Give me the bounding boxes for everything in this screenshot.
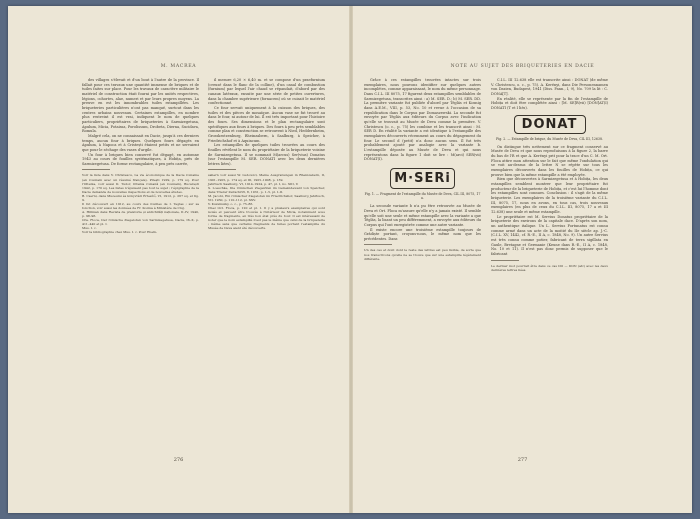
left-running-header: M. MACREA [160,64,197,69]
paragraph: Grâce à ces estampilles trouvées intactes sur trois exemplaires, nous pouvons identifier sur quelques autres incomplètes, comme apparaissant, le nom du même personnage. Dans C.I.L. III 8075, 17 figurent deux estampilles semblables de Sarmizegetusa, transcrites ainsi : a) M. SER. D.; b) M. SER. DD. La première variante fut publiée d'abord par Téglás et Kosnig dans A.E.M., VIII, p. 53, No. 10 et revue à l'occasion de sa republication dans le Corpus par Domaszewski. La seconde fut envoyée par Téglás aux éditeurs du Corpus avec l'indication qu'elle se trouvait au Musée de Deva comme la première. V. Christescu (o. c., p. 75) les combine et les transcrit ainsi : M. SER D. En réalité la variante a est identique à l'estampille des exemplaires découverts récemment au cours du dégagement du four. Le second d (petit) n'a donc aucun sens. Il fut très probablement ajouté par analogie avec la variante b. L'estampille déposée au Musée de Deva et qui nous représentons dans la figure 1 doit se lire : M(arci) SER(vii) DONAT(I). [364,78,481,162]
footnote: Un des ces et dont dont le reste des lettres est peu lisible, de sorte que nos transcrivons qu'elle ne se trouve que sur une estampille légèrement différente. [364,248,481,261]
footnote-rule [82,169,110,170]
left-column-2 [208,78,325,230]
footnote: sahern voir aussi W. Ludowici, Meine Ausgrabungen in Rheinzabern, II, 1901–1905, p. 174 sq. et III, 1905–1908, p. 139. [208,173,325,182]
footnote-rule [208,169,236,170]
footnote: B. Cserni, dans Muzeumi és könyvtári Értesítő, VI, 1912, p. 267 sq. et fig. 9. [82,193,199,202]
paragraph: il mesure 6,20 × 6,40 m. et se compose d'un praefurnium (creusé dans le flanc de la colline), d'un canal de combustion (furnium) par lequel l'air chaud se répandait, d'abord par des canaux latéraux, ensuite par une série de petites ouvertures, dans la chambre supérieure (fornacem) où se cuisait le matériel confectionné. [208,78,325,106]
footnote-rule [364,244,392,245]
paragraph: Il existe encore une troisième estampille toujours de Grădiște portant, croyons-nous, le même nom que les précédentes. Dans [364,227,481,241]
paragraph: des villages s'élevait et d'un bout à l'autre de la province. Il fallait pour ces travaux une quantité immense de briques et de tuiles faites sur place. Pour les travaux de caractère militaire le matériel de construction était fourni par les unités respectives, légions, cohortes, alae, numeri et par leurs propres moyens. La preuve en est les innombrables tuiles estampillées. Les briqueteries particulières n'ont pas manqué, surtout dans les centres urbains nouveaux. Certaines estampilles, en nombre plus restreint il est vrai, indiquent le nom de quelques particuliers, propriétaires de briqueteries à Sarmizegetusa, Apulum, Micia, Potaissa, Porolissum, Drobeta, Dierna, Sucidava, Romula. [82,78,199,134]
stamp-figure-mser: M·SERi [390,168,455,189]
paragraph: La seconde variante b n'a pu être retrouvée au Musée de Deva et Ort. Floca m'assure qu'elle n'y a jamais existé. Il semble qu'elle soit une seule et même estampille avec la variante a que Téglás, la lisant un peu différemment, a envoyée aux éditeurs du Corpus qui l'ont enregistrée comme une autre variante. [364,204,481,227]
right-page [353,6,692,513]
paragraph: Les estampilles de quelques tuiles trouvées au cours des fouilles révèlent le nom du propriétaire de la briqueterie voisine de Sarmizegetusa. Il se nommait M(arcus) Ser(vius) Donatus (sur l'estampille M. SER. DONATI avec les deux dernières lettres liées). [208,143,325,166]
figure-caption: Fig. 2. — Estampille de brique, du Musée de Deva, CIL III, 12638. [496,136,603,141]
footnote: V. Kuzsinszky, o. c., p. 75–86. [208,201,254,206]
paragraph: Ce four servait uniquement à la cuisson des briques, des tuiles et des pièces de mosaïque. Aucun vase ne fut trouvé au dans le four, ni autour de lui. Il est très important pour l'histoire des fours. Ses dimensions et le plan rectangulaire sont spécifiques aux fours à briques. Des fours à peu près semblables comme plan et construction se retrouvent à Nied, Heddernheim, Grosskrotzenburg, Rheinzabern, à Saalburg, à Speicher, à Friedrichshof et à Aquincum. [208,105,325,143]
footnote: A. Hillman dans Revista de praistorie și antichități naționale, II–IV, 1940, p. 98–96. [82,209,199,218]
right-column-2 [491,78,608,272]
footnote: Voir la liste dans V. Christescu, La vie économique de la Dacie romaine (en roumain avec un résumé français), Pitești 1929, p. 179 sq. Pour l'Oltenia, voir aussi D. Tudor, Oltenia romană (en roumain), Bucarești 1942, p. 170 sq. Les listes n'épuisent pas tout le sujet ; l'épigraphie de la Dacie demande de nouvelles inspections et de nouvelles études. [82,173,199,194]
footnote: Il fut découvert en 1912, au cours des fouilles de I. Teglas ; sur sa fonction, voir aussi les données de Fr. Kozma à Ministère de Cluj. [82,201,199,210]
left-page-number: 276 [173,457,184,463]
right-column-1 [364,78,481,261]
book-spread [8,6,692,513]
paragraph: C.I.L. III 12.638 elle est transcrite ainsi : DONAT (de même V. Christescu, o. c., p. 75). A. Kerényi, dans Die Personennamen von Dazien, Budapest, 1941 (Diss. Pann., I, 9), No. 709 la lit : C. DONA[T]. [491,78,608,96]
footnote-rule [491,260,519,261]
right-running-header: NOTE AU SUJET DES BRIQUETERIES EN DACIE [450,64,595,69]
footnote: Ora. Floca, Der römische Ziegelofen von Sarmizegetusa, Dacia, IX–X, p. 411–440 et pl. I. [82,217,199,227]
paragraph: Malgré cela, on ne connaissait en Dacie, jusqu'à ces derniers temps, aucun four à briques. Quelques fours dégagés en Apulum, à Napoca et à Cristești étaient petits et ne servaient que pour le séchage des vases d'argile. [82,133,199,152]
right-page-number: 277 [517,457,528,463]
left-page [8,6,349,513]
paragraph: On distingue très nettement sur ce fragment conservé au Musée de Deva et que nous reproduisons à la figure 2, la barre du bas de l'R et que A. Kerényi prit pour la trace d'un C. M. Ort. Floca attire mon attention sur le fait que même l'ondulation qui se voit au-dessus de la lettre N se répète sur tous les exemplaires découverts dans les fouilles de Hobița, ce qui prouve bien que la même estampille a été employée. [491,144,608,177]
footnote: M. Jacobi, Ein römischer Ziegelofen im Friedrichshof, Saalburg Jahrbuch, VII, 1930, p. 110–112, pl. XXV. [208,193,325,202]
footnote: Chez Ovt. Floca, p. 120 et pl. 1. Il y a plusieurs exemplaires qui sont isolés et peuvent être trouvés à l'intérieur de Micia, notamment sous forme de fragments, en très bon état près du four. Il est intéressant de noter que le nom estampillé n'est pas le même que celui de la briqueterie ; même sans que certains fragments de tuiles portant l'estampille du Musée de Deva aient été découverts. [208,205,325,231]
left-column-1 [82,78,199,234]
paragraph: Un four à briques bien conservé fut dégagé, en automne 1943 au cours de fouilles systématiques, à Hobița, près de Sarmizegetusa. De forme rectangulaire, à peu près carrée, [82,152,199,166]
footnote: Le dernier mot pourrait être dans ce cas DO — DON (afc) avec les deux dernières lettres liées. [491,263,608,272]
footnote: Jahrbuch Saalburg, VI, 1914–1924, p. 47, pl. I, no. XIII, V. [208,181,299,186]
footnote: Mus. I. c. [82,226,97,231]
stamp-figure-donat: DONAT [514,115,586,134]
paragraph: En réalité, elle se représente par la fin de l'estampille de Hobița et doit être complétée ainsi : [M. SE]R(vii) [DON]AT(I) DONATI (T et I liés). [491,96,608,110]
figure-caption: Fig. 1. — Fragment de l'estampille du Musée de Deva, CIL III, 8075, 17 a. [364,191,481,201]
paragraph: Bien que découvertes à Sarmizegetusa et à Hobița, les deux estampilles semblent montrer que leur propriétaire fut producteur de la briqueterie de Hobița, et c'est lui l'homme dont les estampilles sont connues. Conclusion : il s'agit de la même briqueterie. Les exemplaires de la troisième variante du C.I.L. III, 8075, 17, nous en avons, en tous cas, trois nouveaux exemplaires (en plus de ceux du C.I.L. III, 8075, 17 a et III 12.638) une seule et même estampille. [491,177,608,214]
footnote: Voir la bibliographie chez Mus. I. c. Pour Ebeln- [82,230,158,235]
paragraph: Le propriétaire est M. Servius Donatus propriétaire de la briqueterie des environs de la capitale dace. D'après son nom, un authentique italique. Un L. Servius Fortunatus est connu comme armé dans un acte de la moitié du IIe siècle ap. J.-C. (C.I.L. XV, 1442, cf. R.-E., II A, c. 1848, No. 9). Un autre Servius est très connu comme potier, fabricant de terra sigillata en Gaule, Bretagne et Germanie (Keune dans R.-E., II A, c. 1848, No. 10 et 11). Il n'est pas donc permis de supposer que le fabricant [491,214,608,256]
footnote: S. Loeschke, Die römischen Ziegelöfen im Gemeindewald von Speicher, dans Trierer Zeitschrift, 8, 1931, p. 1–5, pl. I–II. [208,185,325,194]
